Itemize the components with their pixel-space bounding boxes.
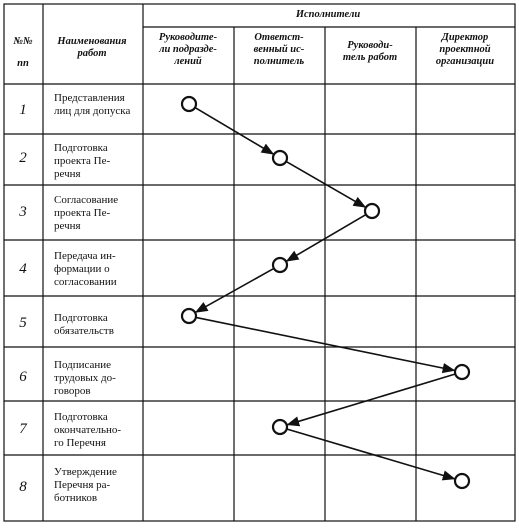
row-work-6 [54,359,140,398]
flow-node-1 [182,97,196,111]
row-work-2 [54,142,140,181]
row-work-7-line-1: Подготовка [54,411,108,423]
header-executor-3-line-3: организации [435,56,495,67]
header-executor-1 [235,32,323,68]
flow-arrow-4-to-5 [196,268,274,312]
header-executors-group [143,9,513,21]
row-work-4-line-2: формации о [54,263,110,275]
row-work-8-line-3: ботников [54,492,98,504]
flow-node-4 [273,258,287,272]
header-executor-0 [143,32,233,68]
row-work-1-line-1: Представления [54,92,125,104]
header-executor-1-line-1: Ответст- [254,32,304,43]
header-executor-1-line-3: полнитель [253,56,305,67]
row-work-3-line-3: речня [54,220,81,232]
row-work-3-line-1: Согласование [54,194,119,206]
row-number-5: 5 [19,315,27,331]
header-executor-1-line-2: венный ис- [253,44,305,55]
header-executor-0-line-3: лений [174,56,202,67]
row-work-2-line-1: Подготовка [54,142,108,154]
header-executor-3 [417,32,513,68]
row-work-7-line-2: окончательно- [54,424,122,436]
header-executor-2-line-2: тель работ [342,52,398,63]
row-work-5-line-2: обязательств [54,325,114,337]
flow-node-5 [182,309,196,323]
header-number-line-2: пп [17,58,29,69]
flow-arrow-6-to-7 [288,374,456,425]
header-executor-3-line-2: проектной [439,44,491,55]
header-work-cell [46,36,138,60]
header-executor-0-line-1: Руководите- [158,32,218,43]
row-work-4 [54,250,140,289]
flow-arrow-3-to-4 [287,215,366,261]
row-work-1 [54,92,140,118]
header-executors-label: Исполнители [295,9,361,20]
row-work-2-line-3: речня [54,168,81,180]
row-work-8-line-1: Утверждение [54,466,117,478]
flow-arrow-7-to-8 [287,429,455,479]
row-work-8 [54,466,140,505]
header-number-line-1: №№ [13,36,33,47]
row-work-4-line-1: Передача ин- [54,250,116,262]
header-executor-2 [326,40,414,64]
flow-node-8 [455,474,469,488]
flow-node-6 [455,365,469,379]
row-work-4-line-3: согласовании [54,276,117,288]
row-work-6-line-3: говоров [54,385,91,397]
header-work-line-1: Наименования [57,36,127,47]
row-work-6-line-2: трудовых до- [54,372,116,384]
row-number-2: 2 [19,150,27,166]
row-work-6-line-1: Подписание [54,359,112,371]
row-work-8-line-2: Перечня ра- [54,479,111,491]
header-work-line-2: работ [77,48,107,59]
row-work-2-line-2: проекта Пе- [54,155,111,167]
row-work-7 [54,411,140,450]
header-executor-0-line-2: ли подразде- [159,44,217,55]
row-number-6: 6 [19,369,27,385]
flow-node-7 [273,420,287,434]
row-work-5-line-1: Подготовка [54,312,108,324]
row-work-5 [54,312,140,338]
row-number-4: 4 [19,261,27,277]
row-number-7: 7 [19,421,27,437]
row-number-8: 8 [19,479,27,495]
row-work-3 [54,194,140,233]
row-number-3: 3 [19,204,27,220]
row-work-3-line-2: проекта Пе- [54,207,111,219]
row-number-1: 1 [19,102,27,118]
header-executor-2-line-1: Руководи- [347,40,393,51]
header-executor-3-line-1: Директор [441,32,489,43]
flow-node-2 [273,151,287,165]
flow-node-3 [365,204,379,218]
row-work-1-line-2: лиц для допуска [54,105,131,117]
header-number-cell [5,36,41,70]
row-work-7-line-3: го Перечня [54,437,106,449]
